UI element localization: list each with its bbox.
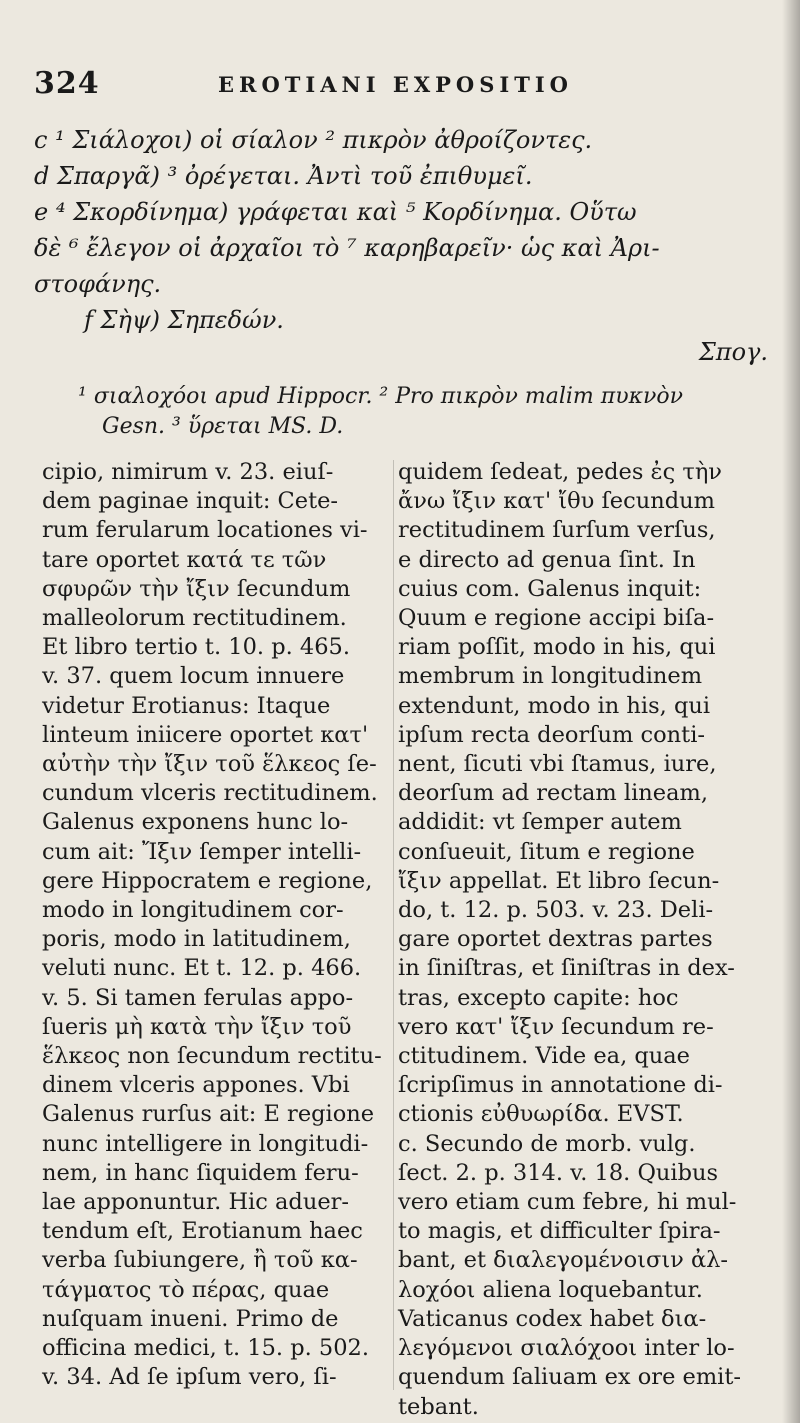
text-line: Galenus rurſus ait: E regione (42, 1101, 375, 1128)
catchword: Σπογ. (698, 338, 768, 366)
text-line: dinem vlceris appones. Vbi (42, 1072, 350, 1099)
text-line: verba ſubiungere, ἢ τοῦ κα- (42, 1247, 358, 1274)
text-line: nent, ſicuti vbi ſtamus, iure, (398, 751, 717, 778)
text-line: conſueuit, ſitum e regione (398, 838, 695, 865)
text-line: τάγματος τὸ πέρας, quae (42, 1276, 330, 1303)
text-line: tendum eſt, Erotianum haec (42, 1218, 363, 1245)
text-line: v. 34. Ad ſe ipſum vero, ſi- (42, 1364, 337, 1391)
text-line: tras, excepto capite: hoc (398, 984, 679, 1011)
text-line: tebant. (398, 1393, 479, 1420)
text-line: ἴξιν appellat. Et libro ſecun- (398, 867, 720, 894)
text-line: linteum iniicere oportet κατ' (42, 721, 369, 748)
text-line: quendum ſaliuam ex ore emit- (398, 1364, 742, 1391)
text-line: gere Hippocratem e regione, (42, 867, 373, 894)
text-line: gare oportet dextras partes (398, 926, 713, 953)
text-line: cum ait: Ἴξιν ſemper intelli- (42, 838, 362, 865)
lexicon-entry: d Σπαργᾶ) ³ ὀρέγεται. Ἀντὶ τοῦ ἐπιθυμεῖ. (34, 162, 533, 190)
text-line: vero etiam cum febre, hi mul- (398, 1189, 737, 1216)
text-line: ſueris μὴ κατὰ τὴν ἴξιν τοῦ (42, 1013, 352, 1040)
lexicon-entry: f Σὴψ) Σηπεδών. (84, 306, 284, 334)
text-line: do, t. 12. p. 503. v. 23. Deli- (398, 897, 714, 924)
text-line: rum ferularum locationes vi- (42, 517, 368, 544)
text-line: veluti nunc. Et t. 12. p. 466. (42, 955, 362, 982)
text-line: ἄνω ἴξιν κατ' ἴθυ ſecundum (398, 488, 715, 515)
text-line: poris, modo in latitudinem, (42, 926, 351, 953)
text-line: v. 5. Si tamen ferulas appo- (42, 984, 354, 1011)
text-line: c. Secundo de morb. vulg. (398, 1130, 696, 1157)
text-line: officina medici, t. 15. p. 502. (42, 1335, 370, 1362)
text-line: nem, in hanc ſiquidem feru- (42, 1159, 359, 1186)
text-line: to magis, et difficulter ſpira- (398, 1218, 721, 1245)
text-line: modo in longitudinem cor- (42, 897, 344, 924)
text-line: riam poſſit, modo in his, qui (398, 634, 716, 661)
text-line: cuius com. Galenus inquit: (398, 575, 702, 602)
text-line: malleolorum rectitudinem. (42, 605, 347, 632)
text-line: e directo ad genua ſint. In (398, 546, 696, 573)
text-line: deorſum ad rectam lineam, (398, 780, 709, 807)
text-line: videtur Erotianus: Itaque (42, 692, 331, 719)
text-line: Et libro tertio t. 10. p. 465. (42, 634, 351, 661)
commentary-right-column (398, 458, 778, 1422)
page-header (34, 64, 764, 104)
text-line: membrum in longitudinem (398, 663, 703, 690)
text-line: rectitudinem ſurſum verſus, (398, 517, 716, 544)
text-line: ctionis εὐθυωρίδα. EVST. (398, 1101, 684, 1128)
text-line: ctitudinem. Vide ea, quae (398, 1043, 690, 1070)
commentary-left-column (42, 458, 382, 1393)
text-line: lae apponuntur. Hic aduer- (42, 1189, 349, 1216)
text-line: αὐτὴν τὴν ἴξιν τοῦ ἕλκεος ſe- (42, 751, 377, 778)
page-edge-shadow (782, 0, 800, 1423)
text-line: Quum e regione accipi biſa- (398, 605, 715, 632)
text-line: nunc intelligere in longitudi- (42, 1130, 369, 1157)
footnotes (78, 382, 778, 442)
text-line: quidem ſedeat, pedes ἐς τὴν (398, 459, 722, 485)
text-line: Galenus exponens hunc lo- (42, 809, 349, 836)
running-title: EROTIANI EXPOSITIO (218, 72, 573, 97)
text-line: addidit: vt ſemper autem (398, 809, 682, 836)
text-line: Vaticanus codex habet δια- (398, 1305, 707, 1332)
text-line: bant, et διαλεγομένοισιν ἀλ- (398, 1247, 729, 1274)
page-number: 324 (34, 66, 100, 101)
footnote-line: Gesn. ³ ὕρεται MS. D. (102, 414, 344, 439)
text-line: ſcripſimus in annotatione di- (398, 1072, 723, 1099)
text-line: tare oportet κατά τε τῶν (42, 546, 327, 573)
text-line: ipſum recta deorſum conti- (398, 721, 705, 748)
text-line: in ſiniſtras, et ſiniſtras in dex- (398, 955, 735, 982)
lexicon-entry: στοφάνης. (34, 270, 162, 298)
text-line: vero κατ' ἴξιν ſecundum re- (398, 1013, 714, 1040)
text-line: λεγόμενοι σιαλόχοοι inter lo- (398, 1335, 735, 1362)
text-line: ἕλκεος non ſecundum rectitu- (42, 1043, 382, 1070)
lexicon-entry: e ⁴ Σκορδίνημα) γράφεται καὶ ⁵ Κορδίνημα. Οὕτω (34, 198, 637, 226)
lexicon-entry: c ¹ Σιάλοχοι) οἱ σίαλον ² πικρὸν ἀθροίζοντες. (34, 126, 593, 154)
text-line: cipio, nimirum v. 23. eiuſ- (42, 459, 334, 485)
text-line: nuſquam inueni. Primo de (42, 1305, 339, 1332)
lexicon-entries (34, 122, 774, 338)
text-line: ſect. 2. p. 314. v. 18. Quibus (398, 1159, 719, 1186)
text-line: σφυρῶν τὴν ἴξιν ſecundum (42, 575, 351, 602)
footnote-line: ¹ σιαλοχόοι apud Hippocr. ² Pro πικρὸν malim πυκνὸν (78, 384, 684, 409)
lexicon-entry: δὲ ⁶ ἔλεγον οἱ ἀρχαῖοι τὸ ⁷ καρηβαρεῖν· ὡς καὶ Ἀρι- (34, 234, 660, 262)
text-line: λοχόοι aliena loquebantur. (398, 1276, 703, 1303)
column-divider (393, 460, 394, 1390)
text-line: cundum vlceris rectitudinem. (42, 780, 378, 807)
text-line: v. 37. quem locum innuere (42, 663, 345, 690)
text-line: extendunt, modo in his, qui (398, 692, 711, 719)
text-line: dem paginae inquit: Cete- (42, 488, 339, 515)
